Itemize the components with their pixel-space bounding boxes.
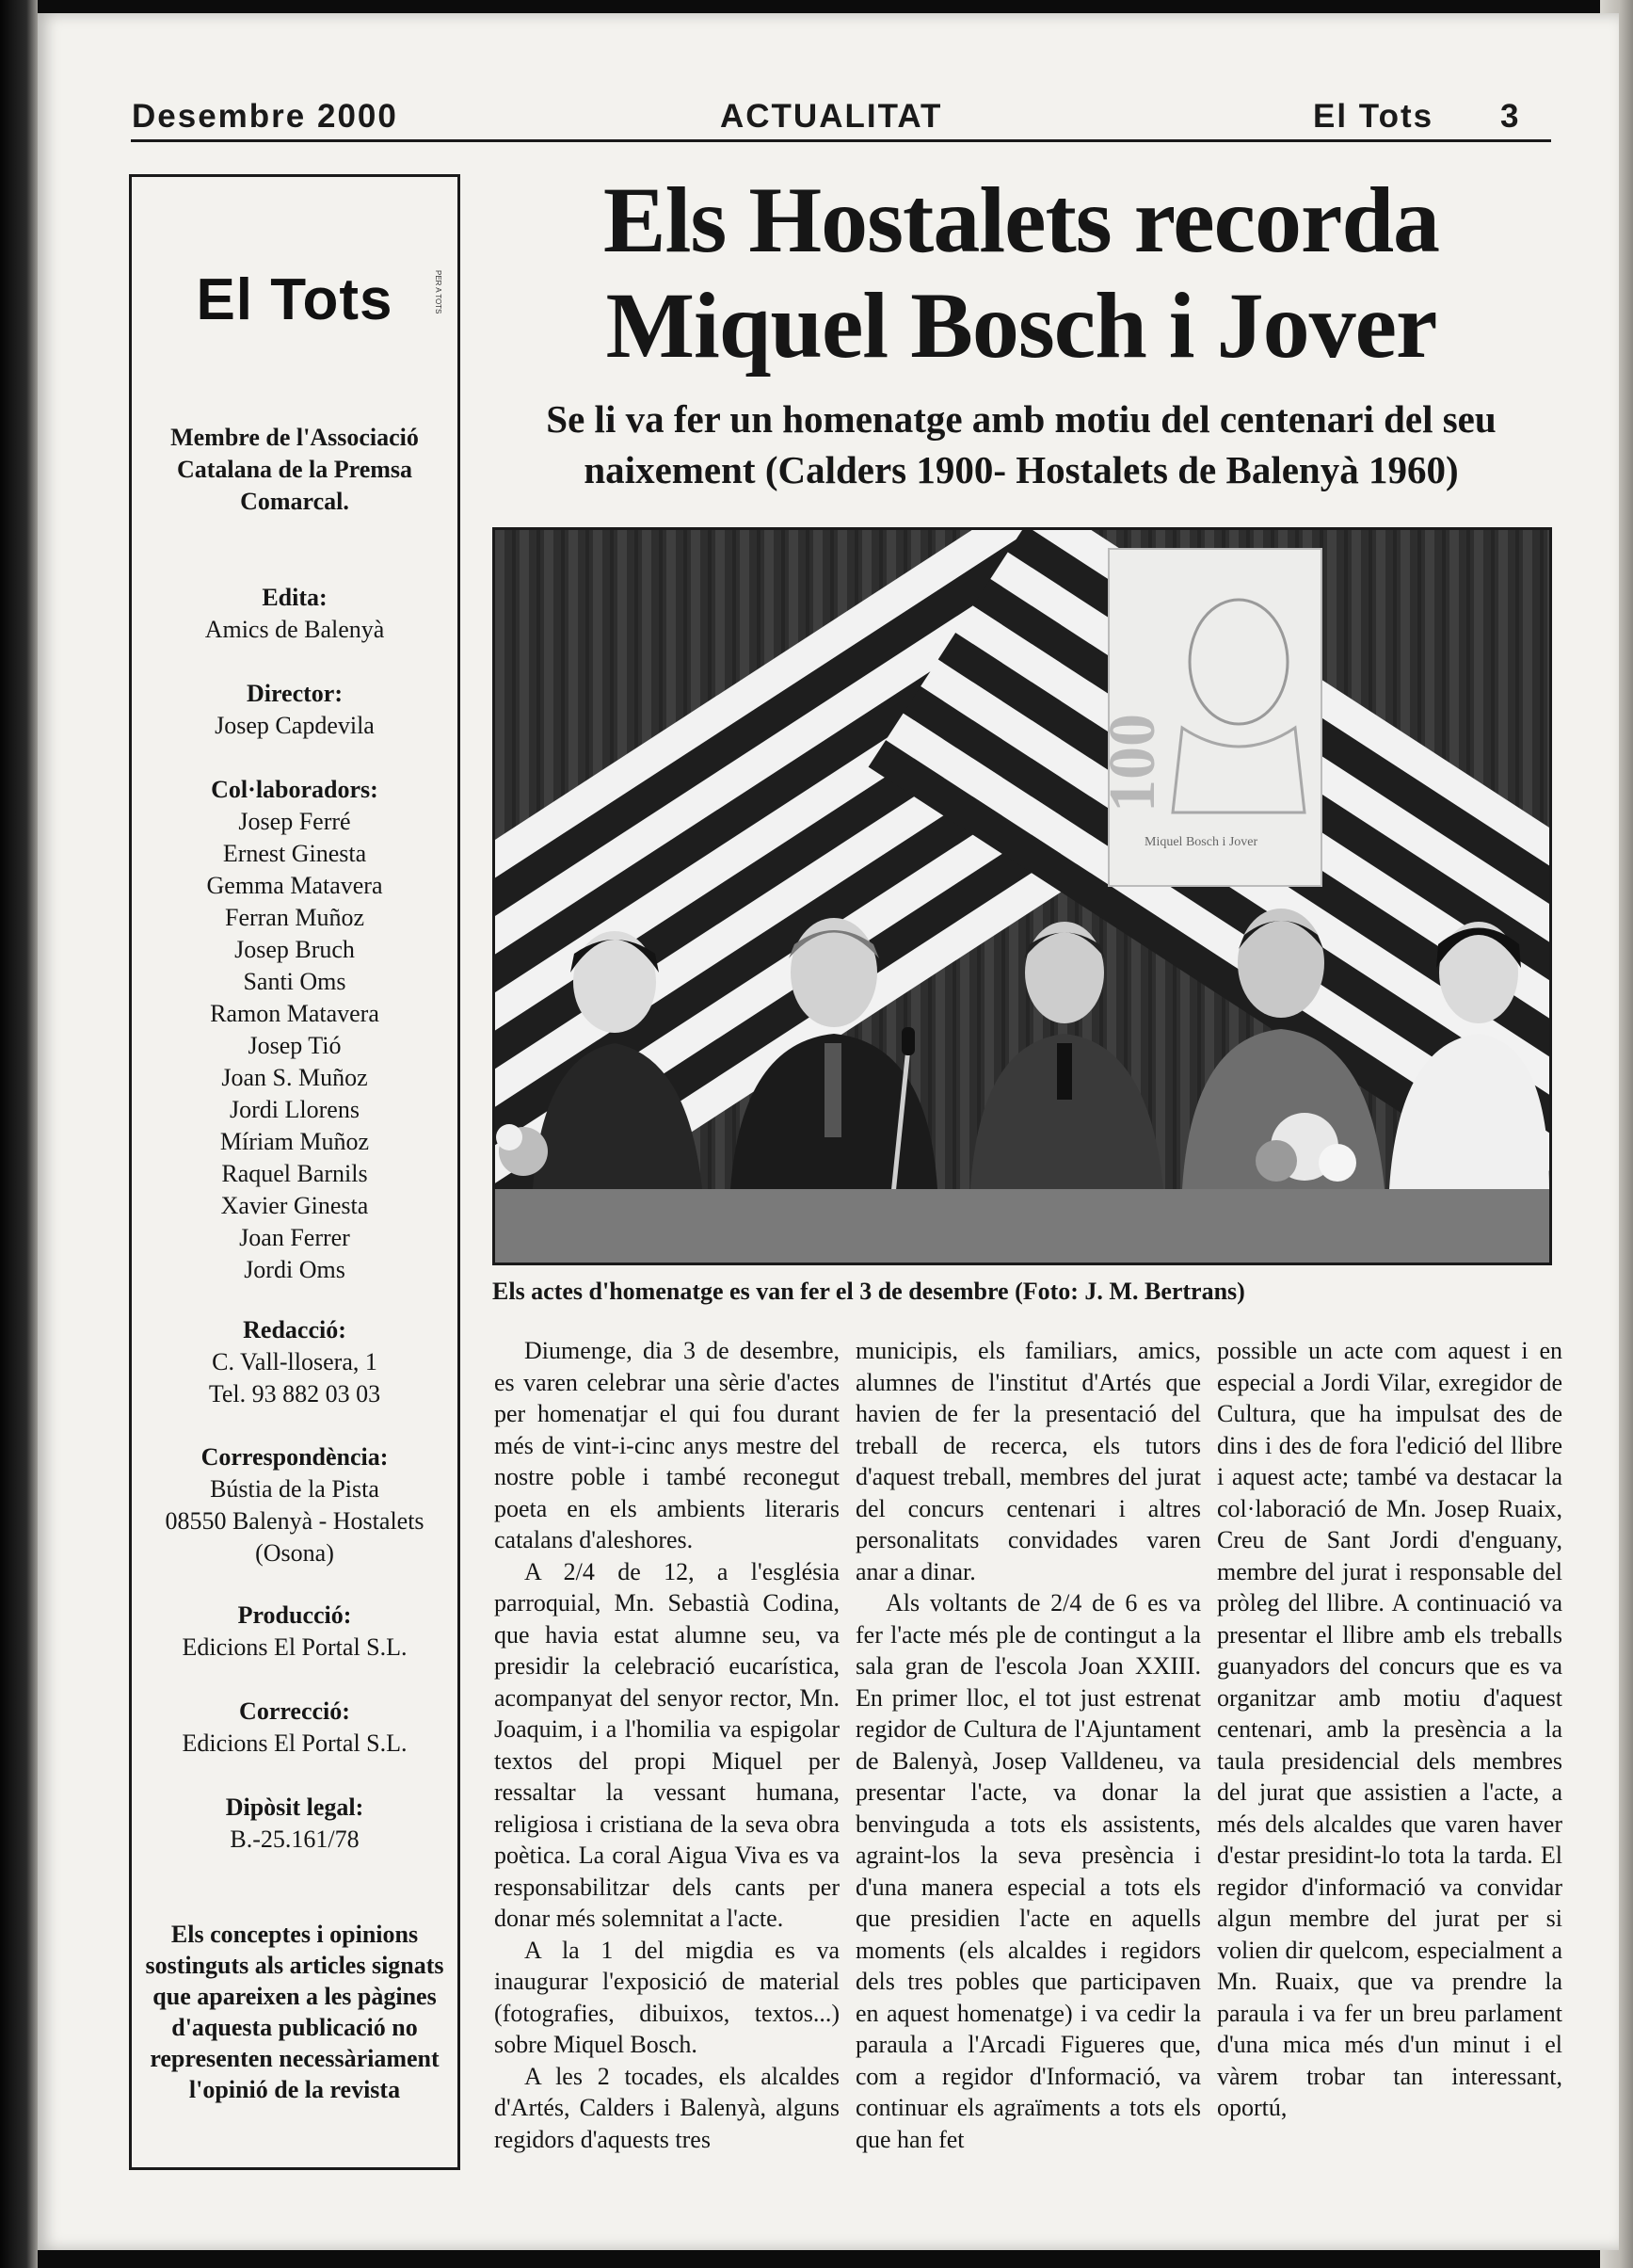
publisher-block: [141, 582, 448, 646]
collaborator-name: Ferran Muñoz: [224, 904, 364, 931]
collaborator-name: Joan S. Muñoz: [221, 1064, 368, 1091]
newsroom-phone: Tel. 93 882 03 03: [208, 1380, 381, 1407]
publisher-value: Amics de Balenyà: [204, 616, 385, 643]
director-block: [141, 678, 448, 742]
article-paragraph: Als voltants de 2/4 de 6 es va fer l'acte més ple de contingut a la sala gran de l'escola Joan XXIII. En primer lloc, el tot just estrenat regidor de Cultura de l'Ajuntament de Balenyà, Josep Valldeneu, va presentar l'acte, va donar la benvinguda a tots els assistents, agraint-los la seva presència i d'una manera especial a tots els que presidien l'acte en aquells moments (els alcaldes i regidors dels tres pobles que participaven en aquest homenatge) i va cedir la paraula a l'Arcadi Figueres que, com a regidor d'Informació, va continuar els agraïments a tots els que han fet: [856, 1589, 1201, 2153]
paper-logo-text: El Tots: [196, 267, 393, 332]
legal-deposit-label: Dipòsit legal:: [225, 1793, 364, 1821]
newsroom-block: [141, 1314, 448, 1410]
collaborator-name: Xavier Ginesta: [220, 1192, 369, 1219]
collaborator-name: Josep Bruch: [234, 936, 355, 963]
panel-table: [495, 1189, 1549, 1263]
article-paragraph: municipis, els familiars, amics, alumnes de l'institut d'Artés que havien de fer la presentació del treball de recerca, els tutors d'aquest treball, membres del jurat del concurs centenari i altres personalitats convidades varen anar a dinar.: [856, 1337, 1201, 1585]
disclaimer: Els conceptes i opinions sostinguts als articles signats que apareixen a les pàgines d'aquesta publicació no representen necessàriament l'opinió de la revista: [145, 1921, 444, 2103]
header-rule: [131, 139, 1551, 142]
paper-logo: [149, 266, 440, 332]
paper-logo-tagline: PER A TOTS: [434, 270, 442, 314]
article-title-line: Miquel Bosch i Jover: [605, 273, 1437, 378]
newsroom-address: C. Vall-llosera, 1: [212, 1348, 377, 1375]
collaborator-name: Jordi Llorens: [230, 1096, 360, 1123]
article-column-2: [856, 1335, 1201, 2155]
collaborator-name: Jordi Oms: [244, 1256, 345, 1283]
proofreading-block: [141, 1696, 448, 1760]
masthead-sidebar: [129, 174, 460, 2170]
centenary-poster: [1097, 549, 1321, 886]
binding-spine: [0, 0, 38, 2268]
production-value: Edicions El Portal S.L.: [182, 1633, 408, 1661]
header-page-number: 3: [1500, 98, 1521, 135]
collaborator-name: Josep Tió: [248, 1032, 342, 1059]
collaborator-name: Raquel Barnils: [221, 1160, 368, 1187]
article-paragraph: A la 1 del migdia es va inaugurar l'exposició de material (fotografies, dibuixos, textos...) sobre Miquel Bosch.: [494, 1936, 840, 2058]
collaborator-name: Santi Oms: [243, 968, 346, 995]
newsroom-label: Redacció:: [243, 1316, 346, 1343]
production-block: [141, 1600, 448, 1664]
membership-note: Membre de l'Associació Catalana de la Premsa Comarcal.: [170, 424, 419, 515]
proofreading-value: Edicions El Portal S.L.: [182, 1729, 408, 1757]
article-paragraph: A les 2 tocades, els alcaldes d'Artés, Calders i Balenyà, alguns regidors d'aquests tres: [494, 2062, 840, 2153]
header-paper-name: El Tots: [1313, 98, 1434, 135]
article-column-3: [1217, 1335, 1562, 2124]
legal-deposit-block: [141, 1792, 448, 1856]
article-paragraph: possible un acte com aquest i en especial a Jordi Vilar, exregidor de Cultura, que ha impulsat des de dins i des de fora l'edició del llibre i aquest acte; també va destacar la col·laboració de Mn. Josep Ruaix, Creu de Sant Jordi d'enguany, membre del jurat i responsable del pròleg del llibre. A continuació va presentar el llibre amb els treballs guanyadors del concurs que es va organitzar amb motiu d'aquest centenari, amb la presència a la taula presidencial dels membres del jurat que assistien a l'acte, a més dels alcaldes que varen haver d'estar presidint-lo tota la tarda. El regidor d'informació va convidar algun membre del jurat per si volien dir quelcom, especialment a Mn. Ruaix, que va prendre la paraula i va fer un breu parlament d'una mica més d'un minut i el vàrem trobar tan interessant, oportú,: [1217, 1337, 1562, 2121]
photo-caption: Els actes d'homenatge es van fer el 3 de desembre (Foto: J. M. Bertrans): [492, 1278, 1245, 1305]
article-subtitle-line: naixement (Calders 1900- Hostalets de Balenyà 1960): [584, 448, 1459, 491]
mail-line: (Osona): [255, 1539, 334, 1567]
collaborator-name: Ernest Ginesta: [222, 840, 367, 867]
mail-line: 08550 Balenyà - Hostalets: [165, 1507, 424, 1535]
header-date: Desembre 2000: [132, 98, 398, 135]
director-label: Director:: [246, 680, 343, 707]
article-title: [489, 168, 1553, 378]
publisher-label: Edita:: [262, 584, 328, 611]
header-section: ACTUALITAT: [720, 98, 943, 135]
mail-block: [141, 1441, 448, 1569]
article-subtitle-line: Se li va fer un homenatge amb motiu del centenari del seu: [546, 397, 1497, 441]
article-paragraph: A 2/4 de 12, a l'església parroquial, Mn. Sebastià Codina, que havia estat alumne seu, va presidir la celebració eucarística, acompanyat del senyor rector, Mn. Joaquim, i a l'homilia va espigolar textos del propi Miquel per ressaltar la vessant humana, religiosa i cristiana de la seva obra poètica. La coral Aigua Viva es va responsabilitzar dels cants per donar més solemnitat a l'acte.: [494, 1557, 840, 1932]
event-photo-illustration: [495, 530, 1549, 1263]
mail-line: Bústia de la Pista: [210, 1475, 379, 1503]
collaborator-name: Gemma Matavera: [206, 872, 383, 899]
proofreading-label: Correcció:: [239, 1697, 350, 1725]
collaborator-name: Josep Ferré: [238, 808, 351, 835]
collaborator-name: Ramon Matavera: [210, 1000, 379, 1027]
production-label: Producció:: [237, 1601, 352, 1629]
poster-caption: Miquel Bosch i Jover: [1145, 835, 1258, 849]
poster-number: 100: [1097, 714, 1169, 812]
article-paragraph: Diumenge, dia 3 de desembre, es varen celebrar una sèrie d'actes per homenatjar el qui fou durant més de vint-i-cinc anys mestre del nostre poble i també reconegut poeta en els ambients literaris catalans d'aleshores.: [494, 1337, 840, 1553]
article-subtitle: [489, 394, 1553, 495]
legal-deposit-value: B.-25.161/78: [230, 1826, 360, 1853]
article-column-1: [494, 1335, 840, 2155]
collaborator-name: Joan Ferrer: [239, 1224, 350, 1251]
article-title-line: Els Hostalets recorda: [602, 168, 1440, 272]
mail-label: Correspondència:: [200, 1443, 389, 1471]
collaborators-block: [141, 774, 448, 1286]
director-value: Josep Capdevila: [215, 712, 375, 739]
collaborator-name: Míriam Muñoz: [219, 1128, 370, 1155]
collaborators-label: Col·laboradors:: [211, 776, 378, 803]
event-photo: [492, 527, 1552, 1265]
